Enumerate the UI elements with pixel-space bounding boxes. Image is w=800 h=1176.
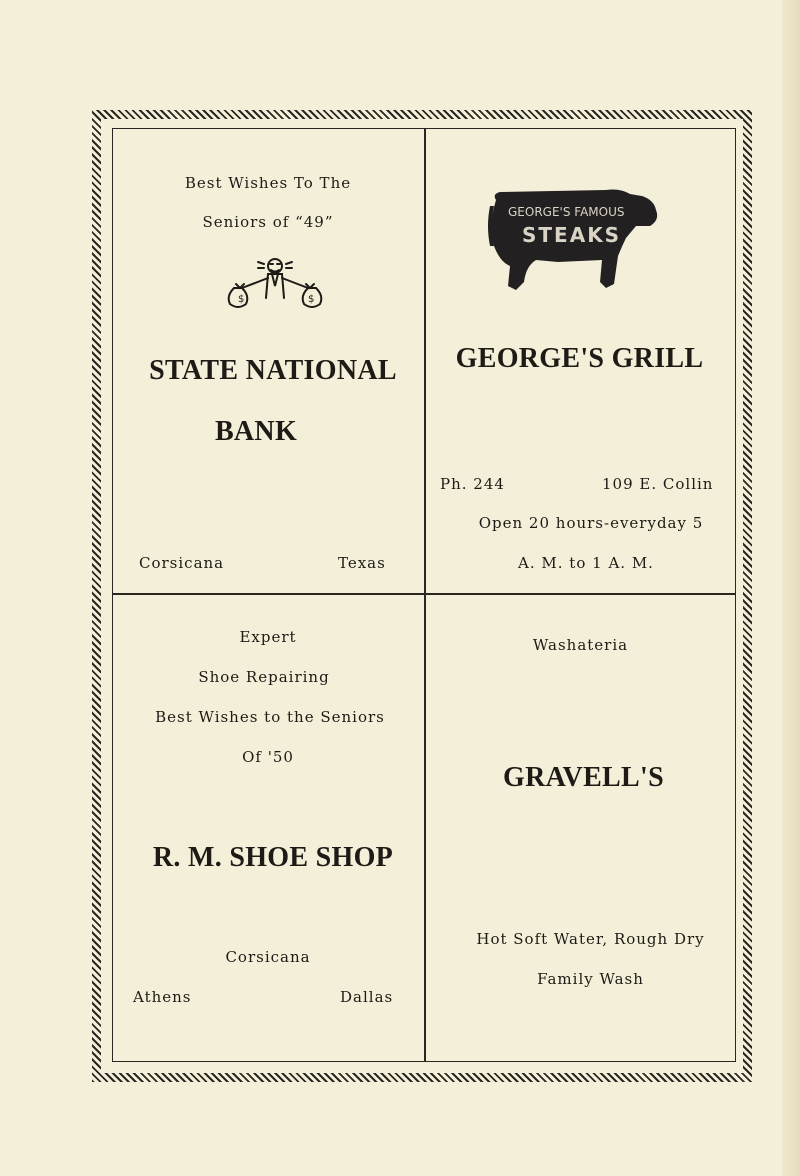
bank-greeting-1: Best Wishes To The (184, 174, 352, 192)
shoe-line-2: Shoe Repairing (198, 668, 330, 686)
wash-name: GRAVELL'S (503, 762, 664, 793)
wash-line-2: Family Wash (537, 970, 644, 988)
bank-state: Texas (338, 554, 386, 572)
svg-text:$: $ (238, 294, 245, 305)
shoe-city-athens: Athens (133, 988, 192, 1006)
svg-text:$: $ (308, 294, 315, 305)
bank-name-line-1: STATE NATIONAL (149, 355, 397, 386)
grill-address: 109 E. Collin (602, 475, 714, 493)
wash-line-1: Hot Soft Water, Rough Dry (476, 930, 705, 948)
shoe-line-3: Best Wishes to the Seniors (155, 708, 385, 726)
wash-kind: Washateria (532, 636, 629, 654)
shoe-line-4: Of '50 (242, 748, 294, 766)
bank-city: Corsicana (139, 554, 225, 572)
grill-hours-line-1: Open 20 hours-everyday 5 (478, 514, 704, 532)
grill-hours-line-2: A. M. to 1 A. M. (518, 554, 654, 572)
grill-phone: Ph. 244 (440, 475, 505, 493)
bank-name-line-2: BANK (214, 416, 298, 447)
shoe-shop-name: R. M. SHOE SHOP (152, 842, 394, 873)
page-edge (782, 0, 800, 1176)
shoe-line-1: Expert (239, 628, 297, 646)
shoe-city-dallas: Dallas (340, 988, 394, 1006)
shoe-city-corsicana: Corsicana (225, 948, 311, 966)
steer-logo-icon (486, 186, 664, 294)
grid-divider-vertical (424, 128, 426, 1062)
bank-greeting-2: Seniors of “49” (202, 213, 334, 231)
grill-name: GEORGE'S GRILL (455, 343, 704, 374)
grid-divider-horizontal (112, 593, 736, 595)
steer-logo-line-1: GEORGE'S FAMOUS (508, 205, 625, 219)
steer-logo-line-2: STEAKS (522, 223, 622, 247)
man-with-money-bags-icon (220, 254, 330, 310)
